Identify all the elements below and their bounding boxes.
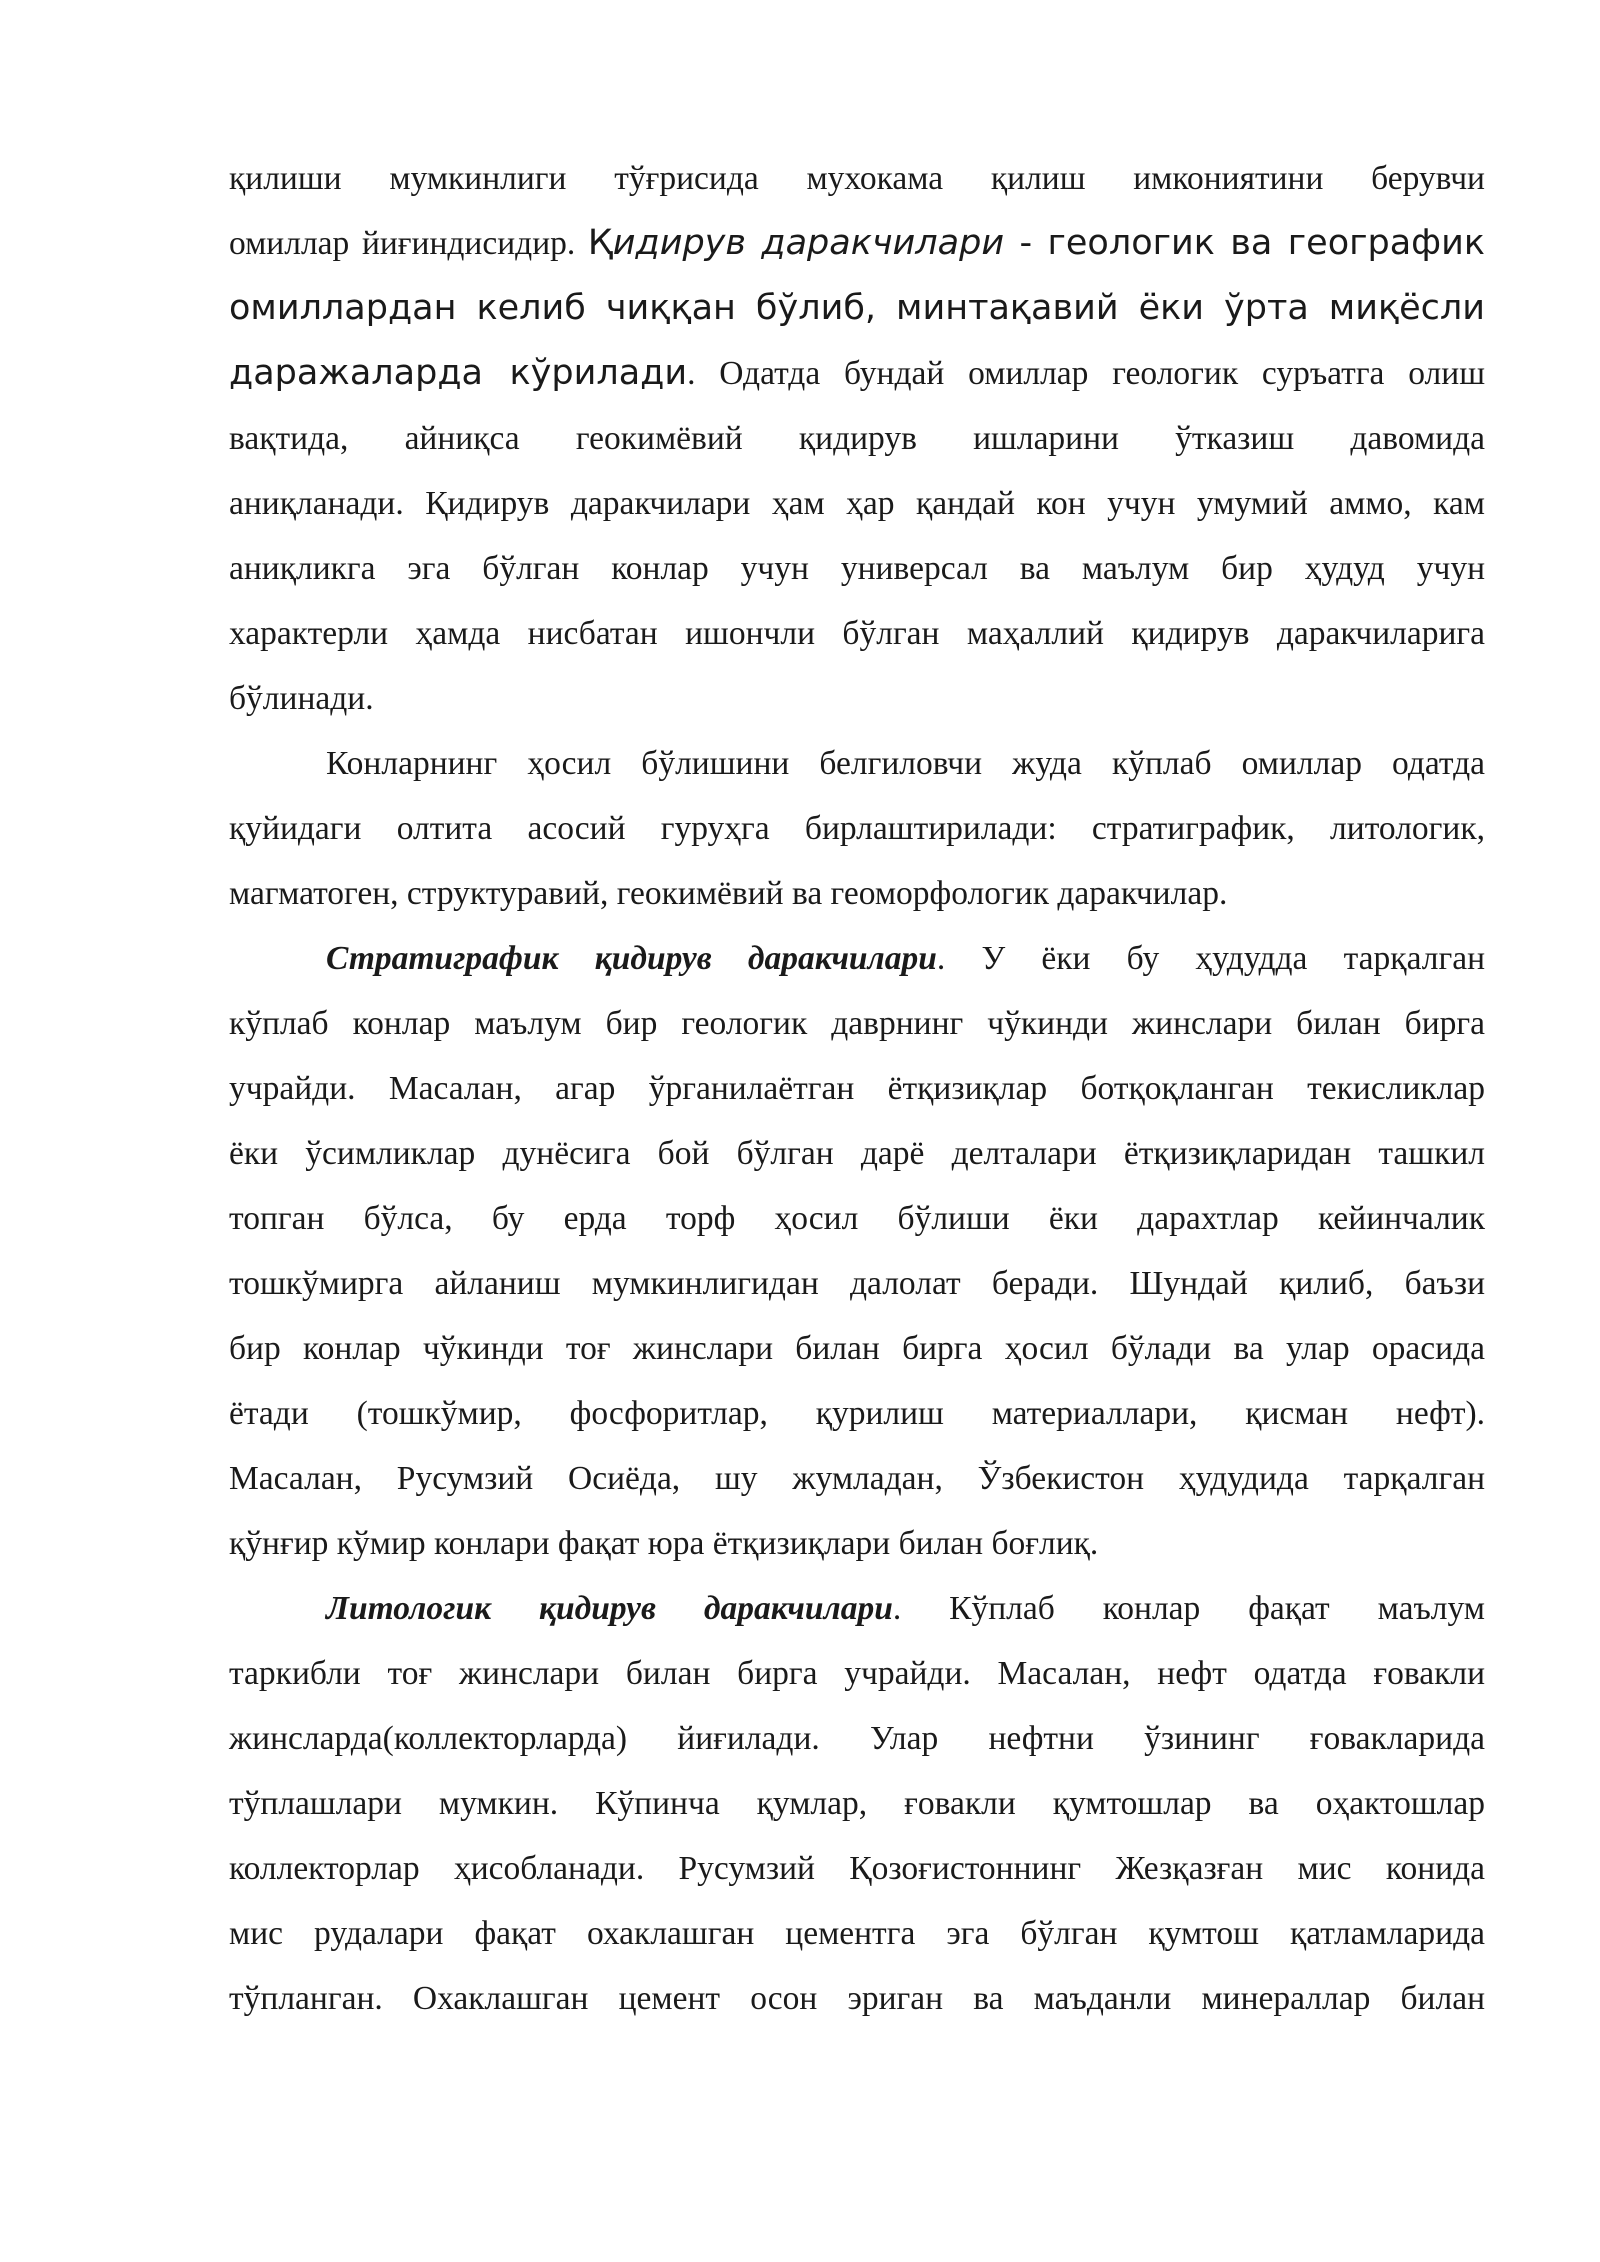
text-line: [229, 1121, 1485, 1186]
text-segment: магматоген, структуравий, геокимёвий ва геоморфологик даракчилар.: [229, 875, 1228, 912]
text-line: [229, 1836, 1485, 1901]
text-segment: жинсларда(коллекторларда) йиғилади. Улар нефтни ўзининг ғовакларида: [229, 1720, 1485, 1757]
text-line: [229, 926, 1485, 991]
text-segment: қуйидаги олтита асосий гуруҳга бирлаштирилади: стратиграфик, литологик,: [229, 810, 1485, 847]
text-segment: .: [892, 1590, 902, 1627]
text-line: [229, 1576, 1485, 1641]
text-segment: вақтида, айниқса геокимёвий қидирув ишларини ўтказиш давомида: [229, 420, 1485, 457]
text-segment: ва маълум бир ҳудуд учун: [987, 550, 1486, 587]
text-segment: . Одатда бундай омиллар геологик суръатга олиш: [687, 355, 1485, 392]
text-segment: характерли ҳамда нисбатан ишончли бўлган: [229, 615, 967, 652]
body-text: [229, 146, 1485, 2031]
text-line: [229, 276, 1485, 341]
text-segment: У ёки бу ҳудудда тарқалган: [945, 940, 1485, 977]
text-line: [229, 536, 1485, 601]
text-segment: тўплашлари мумкин. Кўпинча қумлар, ғовакли қумтошлар ва оҳактошлар: [229, 1785, 1485, 1822]
text-segment: коллекторлар ҳисобланади. Русумзий Қозоғистоннинг Жезқазған мис конида: [229, 1850, 1485, 1887]
text-segment: Қ: [587, 223, 613, 263]
text-segment: қўнғир кўмир конлари фақат юра ётқизиқлари билан боғлиқ.: [229, 1525, 1099, 1562]
text-line: [229, 861, 1485, 926]
text-line: [229, 796, 1485, 861]
text-line: [229, 406, 1485, 471]
text-segment: - геологик ва географик: [1004, 223, 1485, 263]
text-line: [229, 1771, 1485, 1836]
text-line: [229, 1056, 1485, 1121]
text-segment: даражаларда кўрилади: [229, 353, 688, 393]
text-segment: ётади (тошкўмир, фосфоритлар, қурилиш материаллари, қисман нефт).: [229, 1395, 1485, 1432]
text-line: [229, 1186, 1485, 1251]
text-segment: мис рудалари фақат охаклашган цементга эга бўлган қумтош қатламларида: [229, 1915, 1485, 1952]
text-segment: учрайди. Масалан, агар ўрганилаётган ётқизиқлар ботқоқланган текисликлар: [229, 1070, 1485, 1107]
text-segment: омиллардан келиб чиққан бўлиб, минтақавий ёки ўрта миқёсли: [229, 288, 1485, 328]
text-segment: универсал: [840, 550, 988, 587]
text-line: [229, 146, 1485, 211]
text-segment: омиллар йиғиндисидир.: [229, 225, 588, 262]
text-segment: тўпланган. Охаклашган цемент осон эриган ва маъданли минераллар билан: [229, 1980, 1485, 2017]
text-segment: маҳаллий: [966, 615, 1104, 652]
text-line: [229, 1901, 1485, 1966]
text-segment: кўплаб конлар маълум бир геологик даврнинг чўкинди жинслари билан бирга: [229, 1005, 1485, 1042]
text-segment: аниқланади. Қидирув даракчилари ҳам ҳар қандай кон учун умумий аммо, кам: [229, 485, 1485, 522]
text-line: [229, 1641, 1485, 1706]
text-segment: Кўплаб конлар фақат маълум: [901, 1590, 1485, 1627]
text-segment: қилиши мумкинлиги тўғрисида мухокама қилиш имкониятини берувчи: [229, 160, 1485, 197]
text-segment: аниқликга эга бўлган конлар учун: [229, 550, 841, 587]
text-segment: таркибли тоғ жинслари билан бирга учрайди. Масалан, нефт одатда ғовакли: [229, 1655, 1485, 1692]
text-segment: Масалан, Русумзий Осиёда, шу жумладан, Ўзбекистон ҳудудида тарқалган: [229, 1460, 1485, 1497]
text-segment: Конларнинг ҳосил бўлишини белгиловчи жуда кўплаб омиллар одатда: [326, 745, 1485, 782]
text-line: [229, 731, 1485, 796]
text-segment: Литологик қидирув даракчилари: [326, 1590, 893, 1627]
text-segment: бўлинади.: [229, 680, 374, 717]
text-line: [229, 601, 1485, 666]
text-line: [229, 666, 1485, 731]
text-line: [229, 1446, 1485, 1511]
text-segment: қидирув даракчиларига: [1103, 615, 1485, 652]
text-line: [229, 211, 1485, 276]
text-line: [229, 1381, 1485, 1446]
text-segment: .: [936, 940, 946, 977]
text-line: [229, 1966, 1485, 2031]
text-segment: топган бўлса, бу ерда торф ҳосил бўлиши ёки дарахтлар кейинчалик: [229, 1200, 1485, 1237]
text-line: [229, 1511, 1485, 1576]
text-line: [229, 1706, 1485, 1771]
text-segment: идирув даракчилари: [612, 223, 1005, 263]
text-segment: ёки ўсимликлар дунёсига бой бўлган дарё делталари ётқизиқларидан ташкил: [229, 1135, 1485, 1172]
text-line: [229, 1316, 1485, 1381]
text-segment: тошкўмирга айланиш мумкинлигидан далолат беради. Шундай қилиб, баъзи: [229, 1265, 1485, 1302]
text-line: [229, 471, 1485, 536]
text-line: [229, 991, 1485, 1056]
text-line: [229, 341, 1485, 406]
text-segment: бир конлар чўкинди тоғ жинслари билан бирга ҳосил бўлади ва улар орасида: [229, 1330, 1485, 1367]
text-segment: Стратиграфик қидирув даракчилари: [326, 940, 937, 977]
text-line: [229, 1251, 1485, 1316]
